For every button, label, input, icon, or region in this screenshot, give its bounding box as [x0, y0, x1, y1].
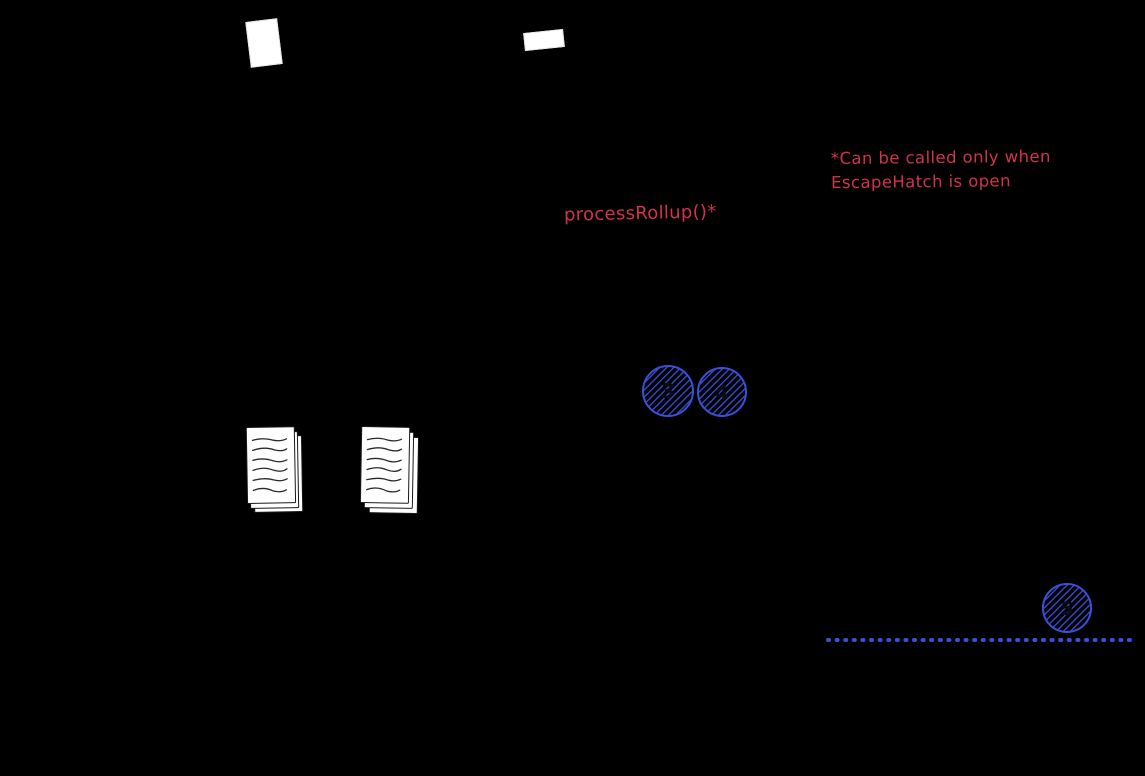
step-badge-4[interactable] [696, 366, 748, 418]
process-rollup-label: processRollup()* [563, 201, 717, 226]
document-stack-left [243, 423, 309, 514]
dotted-connector [826, 636, 1136, 642]
escape-hatch-annotation: *Can be called only when EscapeHatch is open [830, 146, 1051, 193]
step-badge-3[interactable] [641, 364, 695, 418]
step-badge-3-label: 3 [661, 379, 675, 403]
step-badge-5-label: 5 [1060, 598, 1074, 620]
document-stack-right [357, 423, 423, 514]
step-badge-5[interactable] [1041, 582, 1093, 634]
step-badge-4-label: 4 [715, 382, 729, 404]
paper-scrap-top-left [245, 18, 282, 68]
paper-scrap-top-center [523, 29, 565, 51]
